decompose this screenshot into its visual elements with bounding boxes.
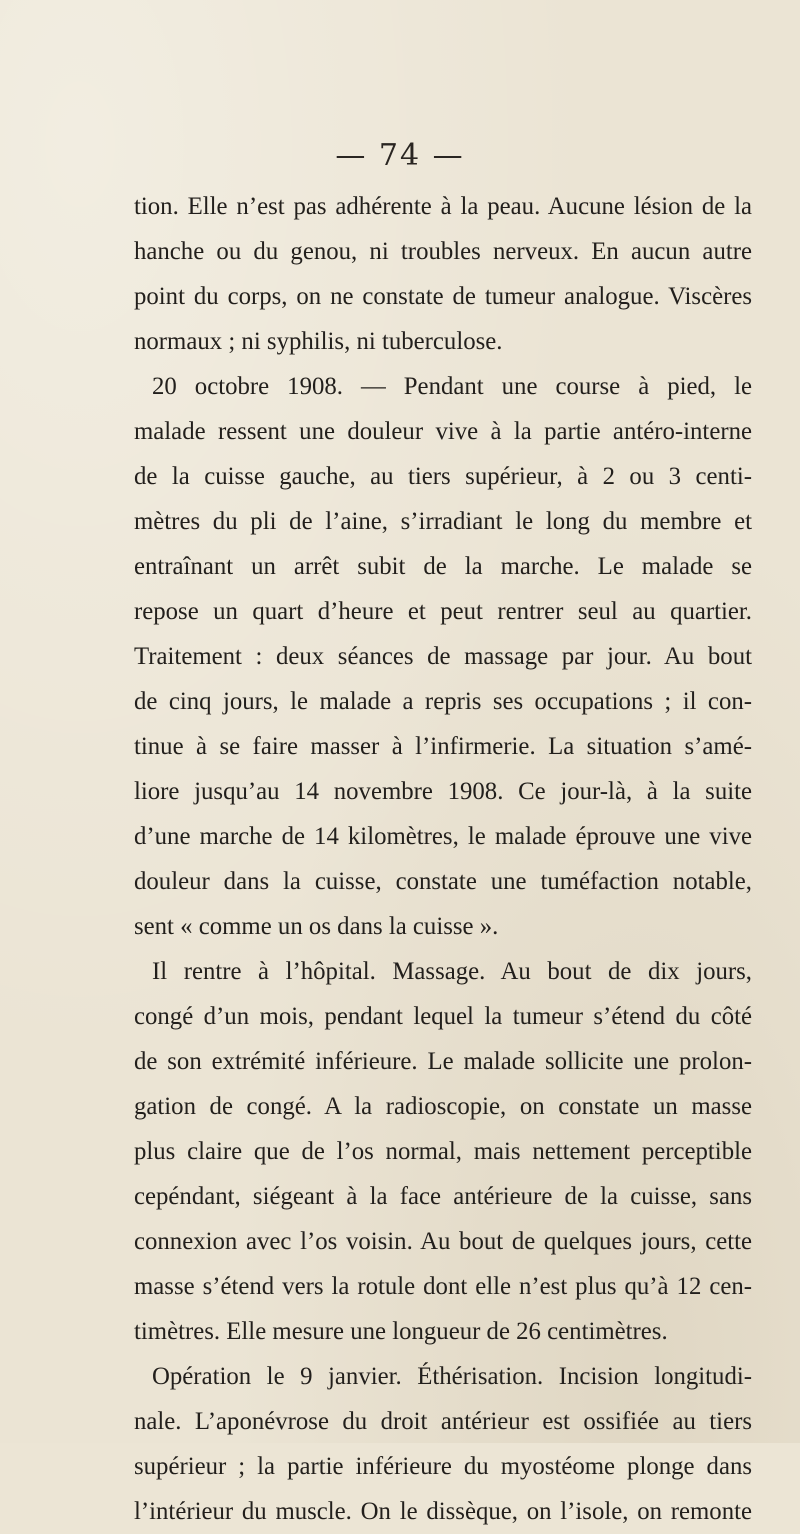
text-line: Traitement : deux séances de massage par jour. Au bout (134, 643, 752, 670)
text-line: point du corps, on ne constate de tumeur analogue. Viscères (134, 283, 752, 310)
text-line: connexion avec l’os voisin. Au bout de quelques jours, cette (134, 1228, 752, 1255)
text-line: tion. Elle n’est pas adhérente à la peau. Aucune lésion de la (134, 193, 752, 220)
text-line: sent « comme un os dans la cuisse ». (134, 913, 499, 940)
text-line: normaux ; ni syphilis, ni tuberculose. (134, 328, 503, 355)
body-text (134, 184, 752, 1534)
text-line: de son extrémité inférieure. Le malade sollicite une prolon- (134, 1048, 752, 1075)
text-line: mètres du pli de l’aine, s’irradiant le long du membre et (134, 508, 752, 535)
text-line: hanche ou du genou, ni troubles nerveux. En aucun autre (134, 238, 752, 265)
text-line: Opération le 9 janvier. Éthérisation. Incision longitudi- (152, 1363, 752, 1390)
text-line: repose un quart d’heure et peut rentrer seul au quartier. (134, 598, 752, 625)
text-line: congé d’un mois, pendant lequel la tumeur s’étend du côté (134, 1003, 752, 1030)
text-line: douleur dans la cuisse, constate une tuméfaction notable, (134, 868, 752, 895)
text-line: de cinq jours, le malade a repris ses occupations ; il con- (134, 688, 752, 715)
text-line: entraînant un arrêt subit de la marche. Le malade se (134, 553, 752, 580)
page-number: — 74 — (335, 138, 465, 173)
text-line: tinue à se faire masser à l’infirmerie. La situation s’amé- (134, 733, 752, 760)
text-line: d’une marche de 14 kilomètres, le malade éprouve une vive (134, 823, 752, 850)
text-line: nale. L’aponévrose du droit antérieur est ossifiée au tiers (134, 1408, 752, 1435)
text-line: cepéndant, siégeant à la face antérieure de la cuisse, sans (134, 1183, 752, 1210)
text-line: plus claire que de l’os normal, mais nettement perceptible (134, 1138, 752, 1165)
text-line: timètres. Elle mesure une longueur de 26 centimètres. (134, 1318, 668, 1345)
text-line: 20 octobre 1908. — Pendant une course à pied, le (152, 373, 752, 400)
text-line: malade ressent une douleur vive à la partie antéro-interne (134, 418, 752, 445)
text-line: gation de congé. A la radioscopie, on constate un masse (134, 1093, 752, 1120)
text-line: masse s’étend vers la rotule dont elle n’est plus qu’à 12 cen- (134, 1273, 752, 1300)
text-line: Il rentre à l’hôpital. Massage. Au bout de dix jours, (152, 958, 752, 985)
text-line: l’intérieur du muscle. On le dissèque, on l’isole, on remonte (134, 1498, 752, 1525)
text-line: liore jusqu’au 14 novembre 1908. Ce jour-là, à la suite (134, 778, 752, 805)
text-line: supérieur ; la partie inférieure du myostéome plonge dans (134, 1453, 752, 1480)
text-line: de la cuisse gauche, au tiers supérieur, à 2 ou 3 centi- (134, 463, 752, 490)
